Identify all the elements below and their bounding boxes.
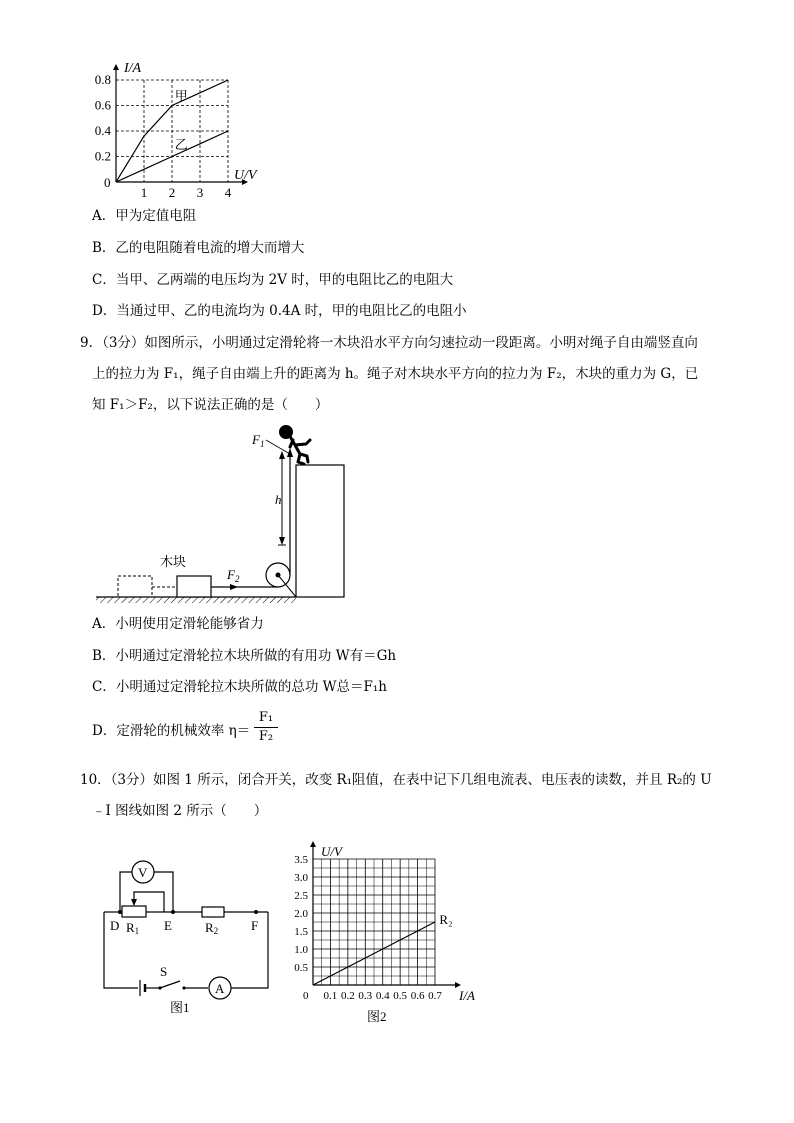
figure2-caption: 图2 [367,1009,387,1024]
c2-x-tick-label: 0.6 [410,990,425,1002]
chart2-grid [313,859,435,985]
c2-x-tick-label: 0.7 [428,990,442,1002]
chart1-ylabel: I/A [124,61,142,76]
f2-label: $F_2$ [227,567,240,584]
figure1-caption: 图1 [170,1000,190,1015]
q8-option-c: C．当甲、乙两端的电压均为 2V 时，甲的电阻比乙的电阻大 [92,272,454,288]
c1-x-tick-label: 4 [224,185,232,200]
c1-y-tick-label: 0.4 [94,123,111,138]
q10-stem-line-1: 10．（3分）如图 1 所示，闭合开关，改变 R₁阻值，在表中记下几组电流表、电压表的读数，并且 R₂的 U [80,772,712,788]
r1-rheostat [122,906,146,917]
f1-label: $F_1$ [252,432,265,449]
c2-y-tick-label: 2.5 [294,890,308,902]
c2-y-tick-label: 3.0 [294,872,308,884]
chart1-ticks [95,72,232,200]
switch-label: S [160,964,168,979]
c2-y-tick-label: 2.0 [294,908,308,920]
c2-y-tick-label: 1.0 [294,944,308,956]
q9-stem-line-3: 知 F₁＞F₂，以下说法正确的是（ ） [92,397,329,413]
fraction-denominator: F₂ [258,729,274,744]
c1-series-label-1: 乙 [174,136,188,152]
h-label: h [275,492,282,507]
wood-block [177,576,211,597]
q8-option-d: D．当通过甲、乙的电流均为 0.4A 时，甲的电阻比乙的电阻小 [92,303,467,319]
block-initial-position [118,576,152,597]
chart2-ticks [294,854,442,1002]
c2-y-tick-label: 1.5 [294,926,308,938]
c2-series-label-0: R₂ [439,911,453,927]
c2-y-arrow [310,841,316,847]
q9-stem-line-2: 上的拉力为 F₁，绳子自由端上升的距离为 h。绳子对木块水平方向的拉力为 F₂，木块的重力为 G，已 [92,366,699,382]
efficiency-fraction [254,709,278,746]
q9-option-d: D．定滑轮的机械效率 η＝ [92,723,251,739]
d-label: D [110,918,120,933]
q8-iu-chart [86,54,276,202]
c1-x-tick-label: 3 [196,185,204,200]
fraction-numerator: F₁ [254,709,278,728]
c1-y-tick-label: 0.6 [94,97,111,113]
c1-x-tick-label: 2 [168,185,176,200]
c2-x-tick-label: 0.2 [340,990,355,1002]
c1-y-tick-label: 0.2 [94,148,111,164]
block-label: 木块 [160,554,187,569]
q9-option-b: B．小明通过定滑轮拉木块所做的有用功 W有＝Gh [92,648,397,664]
chart2-ylabel: U/V [321,844,342,859]
q9-stem-line-1: 9．（3分）如图所示，小明通过定滑轮将一木块沿水平方向匀速拉动一段距离。小明对绳子自由端竖直向 [80,335,698,351]
f2-arrow [230,584,238,590]
chart2-axes [310,841,461,988]
chart1-origin: 0 [104,175,111,190]
q10-stem-line-2: ﹣I 图线如图 2 所示（ ） [92,803,268,819]
slider-arrow [131,899,137,906]
chart2-origin: 0 [303,990,309,1002]
c1-y-arrow [113,64,119,70]
f-label: F [251,918,259,933]
switch-lever [160,981,180,988]
c2-y-tick-label: 3.5 [294,854,308,866]
c2-y-tick-label: 0.5 [294,962,308,974]
c1-series-label-0: 甲 [174,88,188,104]
q9-option-c: C．小明通过定滑轮拉木块所做的总功 W总＝F₁h [92,679,387,695]
q9-option-a: A．小明使用定滑轮能够省力 [92,616,264,632]
platform [296,465,344,597]
r2-label: R2 [205,920,219,936]
chart1-grid [116,80,228,182]
r1-label: R1 [126,920,140,936]
q10-ui-chart [283,838,493,1028]
pulley-diagram [92,420,362,610]
c2-x-tick-label: 0.3 [358,990,373,1002]
chart1-xlabel: U/V [234,168,257,183]
c1-y-tick-label: 0.8 [94,72,111,87]
ammeter-label: A [215,981,225,996]
c2-x-tick-label: 0.4 [375,990,390,1002]
r2-resistor [202,907,224,917]
c2-x-tick-label: 0.5 [393,990,408,1002]
ground-hatch [96,597,296,603]
voltmeter-label: V [138,865,148,880]
q8-option-a: A．甲为定值电阻 [92,208,197,224]
c2-x-tick-label: 0.1 [323,990,338,1002]
c1-x-tick-label: 1 [140,185,148,200]
chart2-xlabel: I/A [459,988,475,1003]
e-label: E [164,918,172,933]
q8-option-b: B．乙的电阻随着电流的增大而增大 [92,240,305,256]
circuit-diagram [98,850,278,1025]
